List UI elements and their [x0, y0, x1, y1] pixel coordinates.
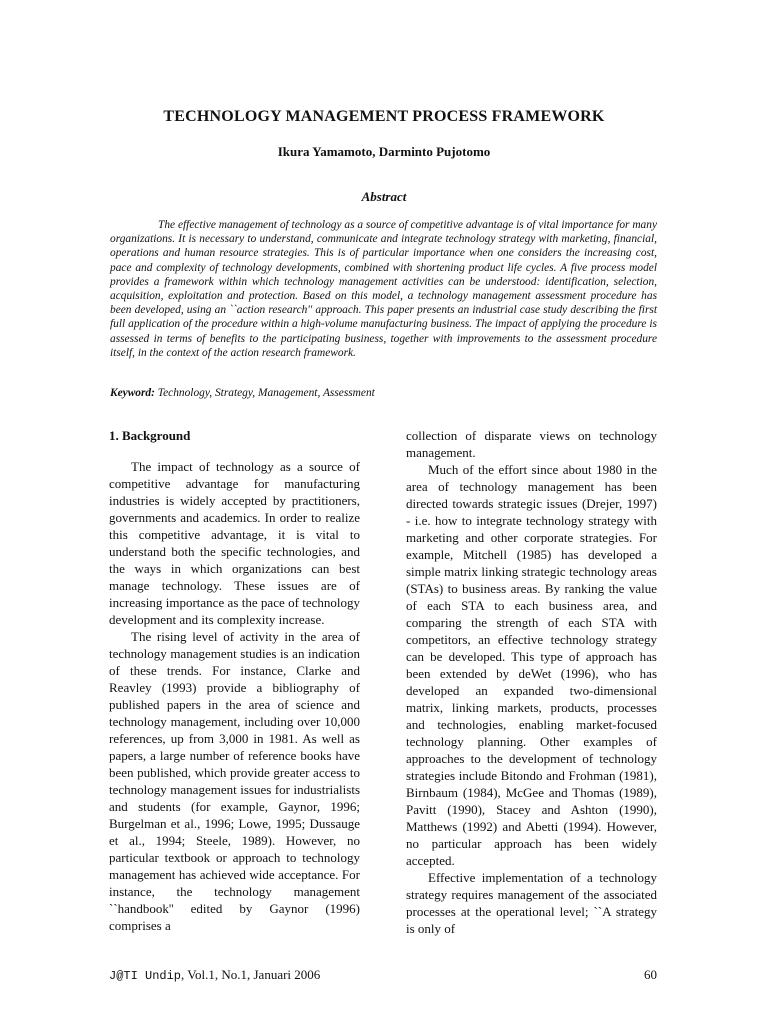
journal-issue: , Vol.1, No.1, Januari 2006: [181, 967, 321, 982]
page-number: 60: [644, 967, 657, 982]
keywords-line: [110, 387, 657, 399]
body-paragraph: The impact of technology as a source of competitive advantage for manufacturing industries is widely accepted by practitioners, governments and academics. In order to realize this competitive advantage, it is vital to understand both the specific technologies, and the ways in which organizations can best manage technology. These issues are of increasing importance as the pace of technology development and its complexity increase.: [109, 459, 360, 627]
paper-authors: Ikura Yamamoto, Darminto Pujotomo: [277, 144, 491, 159]
keywords-label: Keyword:: [110, 387, 155, 399]
journal-name: J@TI Undip: [109, 969, 182, 983]
footer-journal: [109, 967, 320, 983]
paper-title: TECHNOLOGY MANAGEMENT PROCESS FRAMEWORK: [163, 108, 605, 125]
abstract-heading: Abstract: [361, 189, 407, 204]
body-paragraph: Much of the effort since about 1980 in the area of technology management has been directed towards strategic issues (Drejer, 1997) - i.e. how to integrate technology strategy with marketing and other corporate strategies. For example, Mitchell (1985) has developed a simple matrix linking strategic technology areas (STAs) to business areas. By ranking the value of each STA to each business area, and comparing the strength of each STA with competitors, an effective technology strategy can be developed. This type of approach has been extended by deWet (1996), who has developed an expanded two-dimensional matrix, linking markets, products, processes and technologies, enabling market-focused technology planning. Other examples of approaches to the development of technology strategies include Bitondo and Frohman (1981), Birnbaum (1984), McGee and Thomas (1989), Pavitt (1990), Stacey and Ashton (1990), Matthews (1992) and Abetti (1994). However, no particular approach has been widely accepted.: [406, 462, 657, 868]
right-column: [406, 427, 657, 937]
keywords-value: Technology, Strategy, Management, Assessment: [157, 387, 375, 399]
body-paragraph-continuation: collection of disparate views on technology management.: [406, 428, 657, 460]
body-paragraph: The rising level of activity in the area of technology management studies is an indication of these trends. For instance, Clarke and Reavley (1993) provide a bibliography of published papers in the area of science and technology management, including over 10,000 references, up from 3,000 in 1981. As well as papers, a large number of reference books have been published, which provide greater access to technology management issues for industrialists and students (for example, Gaynor, 1996; Burgelman et al., 1996; Lowe, 1995; Dussauge et al., 1994; Steele, 1989). However, no particular textbook or approach to technology management has achieved wide acceptance. For instance, the technology management ``handbook'' edited by Gaynor (1996) comprises a: [109, 629, 360, 933]
body-paragraph: Effective implementation of a technology strategy requires management of the associated processes at the operational level; ``A strategy is only of: [406, 870, 657, 936]
abstract-text: The effective management of technology as a source of competitive advantage is of vital importance for many organizations. It is necessary to understand, communicate and integrate technology strategy with marketing, financial, operations and human resource strategies. This is of particular importance when one considers the increasing cost, pace and complexity of technology developments, combined with shortening product life cycles. A five process model provides a framework within which technology management activities can be understood: identification, selection, acquisition, exploitation and protection. Based on this model, a technology management assessment procedure has been developed, using an ``action research'' approach. This paper presents an industrial case study describing the first full application of the procedure within a high-volume manufacturing business. The impact of applying the procedure is assessed in terms of benefits to the participating business, together with improvements to the assessment procedure itself, in the context of the action research framework.: [110, 219, 657, 359]
section-heading-background: 1. Background: [109, 428, 191, 443]
left-column: [109, 427, 360, 934]
